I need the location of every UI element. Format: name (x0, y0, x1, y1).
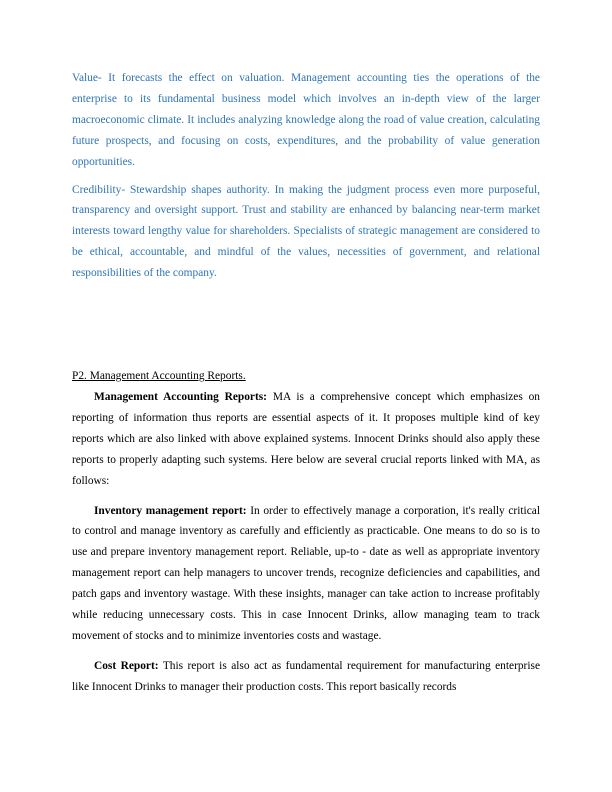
credibility-paragraph: Credibility- Stewardship shapes authority. In making the judgment process even more purposeful, transparency and oversight support. Trust and stability are enhanced by balancing near-term market interests toward lengthy value for shareholders. Specialists of strategic management are considered to be ethical, accountable, and mindful of the values, necessities of government, and relational responsibilities of the company. (72, 183, 540, 280)
report-paragraph-management-accounting (72, 387, 540, 492)
document-page (72, 68, 540, 698)
value-paragraph: Value- It forecasts the effect on valuation. Management accounting ties the operations of the enterprise to its fundamental business model which involves an in-depth view of the larger macroeconomic climate. It includes analyzing knowledge along the road of value creation, calculating future prospects, and focusing on costs, expenditures, and the probability of value generation opportunities. (72, 72, 540, 168)
report-paragraph-cost (72, 656, 540, 698)
report-title: Management Accounting Reports: (94, 390, 267, 403)
report-title: Cost Report: (94, 659, 159, 672)
report-text: This report is also act as fundamental requirement for manufacturing enterprise like Innocent Drinks to manager their production costs. This report basically records (72, 659, 541, 693)
blank-space (72, 284, 540, 366)
report-paragraph-inventory (72, 501, 540, 647)
report-text: MA is a comprehensive concept which emphasizes on reporting of information thus reports are essential aspects of it. It proposes multiple kind of key reports which are also linked with above explained systems. Innocent Drinks should also apply these reports to properly adapting such systems. Here below are several crucial reports linked with MA, as follows: (72, 390, 540, 487)
report-text: In order to effectively manage a corporation, it's really critical to control and manage inventory as carefully and efficiently as practicable. One means to do so is to use and prepare inventory management report. Reliable, up-to - date as well as appropriate inventory management report can help managers to uncover trends, recognize deficiencies and capabilities, and patch gaps and inventory wastage. With these insights, manager can take action to increase profitably while reducing unnecessary costs. This in case Innocent Drinks, allow managing team to track movement of stocks and to minimize inventories costs and wastage. (72, 504, 540, 642)
report-title: Inventory management report: (94, 504, 247, 517)
section-heading: P2. Management Accounting Reports. (72, 370, 246, 383)
